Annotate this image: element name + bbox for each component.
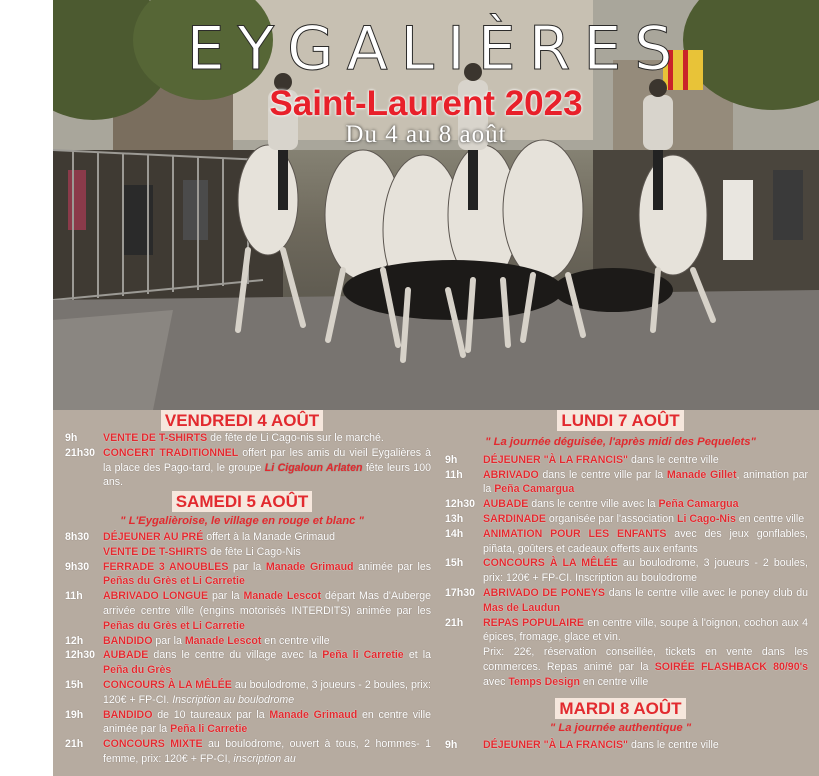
event-text: en centre ville — [579, 675, 649, 688]
event-text: dans le centre ville par la — [538, 468, 667, 481]
event-description — [103, 545, 431, 560]
event-highlight: ABRIVADO — [483, 468, 539, 481]
event-text: et la — [403, 649, 432, 662]
event-text: fête leurs 100 ans. — [103, 461, 431, 489]
event-highlight: Li Cago-Nis — [676, 512, 736, 525]
event-text: dans le centre ville — [628, 453, 719, 466]
event-time: 17h30 — [445, 586, 476, 599]
event-highlight: Peñas du Grès et Li Carretie — [103, 619, 245, 632]
event-text: Inscription au boulodrome — [172, 693, 295, 706]
tagline-monday: " La journée déguisée, l'après midi des Pequelets" — [485, 436, 756, 448]
event-highlight: Mas de Laudun — [483, 601, 561, 614]
event-highlight: ANIMATION POUR LES ENFANTS — [483, 527, 667, 540]
event-time: 8h30 — [65, 530, 90, 543]
event-time: 13h — [445, 512, 464, 525]
event-highlight: Temps Design — [508, 675, 580, 688]
event-row — [433, 645, 808, 689]
event-description — [103, 737, 431, 767]
event-description — [103, 446, 431, 490]
event-text: par la — [228, 560, 266, 573]
event-highlight: CONCOURS À LA MÊLÉE — [103, 678, 232, 691]
event-highlight: Li Cigaloun Arlaten — [264, 461, 363, 474]
event-highlight: Manade Gillet — [666, 468, 737, 481]
program-left-column — [53, 410, 431, 767]
event-highlight: Peña Camargua — [494, 483, 575, 496]
event-row — [53, 634, 431, 649]
event-text: dans le centre du village avec la — [148, 649, 323, 662]
event-row — [433, 453, 808, 468]
event-time: 12h30 — [445, 498, 476, 511]
event-time: 21h30 — [65, 446, 96, 459]
event-highlight: VENTE DE T-SHIRTS — [103, 432, 208, 444]
event-text: en centre ville, soupe à l'oignon, cochon aux 4 épices, fromage, glace et vin. — [483, 616, 808, 644]
event-text: de fête de Li Cago-nis sur le marché. — [207, 432, 384, 444]
event-highlight: BANDIDO — [103, 708, 153, 721]
event-highlight: CONCOURS À LA MÊLÉE — [483, 557, 618, 570]
event-text: en centre ville — [261, 634, 330, 647]
events-tuesday — [433, 738, 808, 753]
day-header-monday: LUNDI 7 AOÛT — [433, 410, 808, 431]
event-highlight: Peñas du Grès et Li Carretie — [103, 575, 245, 588]
event-text: avec des jeux gonflables, piñata, goûters et cadeaux offerts aux enfants — [483, 527, 809, 555]
events-friday — [53, 431, 431, 490]
event-description — [103, 431, 431, 446]
event-text: dans le centre ville avec la — [528, 498, 659, 511]
event-time: 15h — [65, 678, 84, 691]
event-time: 9h — [65, 432, 78, 444]
event-text: offert par les amis du vieil Eygalières à la place des Pago-tard, le groupe — [103, 446, 431, 474]
event-row — [53, 737, 431, 767]
event-row — [433, 556, 808, 586]
events-monday — [433, 453, 808, 690]
event-highlight: DÉJEUNER "À LA FRANCIS" — [483, 739, 629, 752]
event-row — [53, 446, 431, 490]
event-time: 21h — [445, 616, 464, 629]
event-text: départ Mas d'Auberge arrivée centre ville (engins motorisés INTERDITS) animée par les — [103, 590, 431, 617]
event-row — [53, 648, 431, 678]
event-description — [103, 708, 431, 738]
horses-photo — [53, 0, 819, 410]
day-header-friday: VENDREDI 4 AOÛT — [53, 410, 431, 431]
event-time: 9h — [445, 453, 458, 466]
event-text: animée par les — [353, 560, 432, 573]
event-text: organisée par l'association — [545, 512, 677, 525]
event-text: au boulodrome, ouvert à tous, 2 hommes- 1 femme, prix: 120€ + FP-CI, — [103, 738, 431, 765]
tagline-saturday: " L'Eygalièroise, le village en rouge et blanc " — [120, 515, 364, 528]
event-highlight: AUBADE — [103, 649, 149, 662]
event-highlight: CONCERT TRADITIONNEL — [103, 446, 239, 459]
event-description — [103, 648, 431, 678]
day-header-tuesday: MARDI 8 AOÛT — [433, 698, 808, 719]
event-highlight: FERRADE 3 ANOUBLES — [103, 560, 229, 573]
event-text: offert à la Manade Grimaud — [203, 530, 335, 543]
event-highlight: Peña li Carretie — [322, 649, 404, 662]
event-text: au boulodrome, 3 joueurs - 2 boules, prix: 120€ + FP-CI. Inscription au boulodrome — [483, 557, 808, 585]
event-row — [53, 708, 431, 738]
event-highlight: VENTE DE T-SHIRTS — [103, 545, 208, 558]
events-saturday — [53, 530, 431, 767]
event-highlight: Peña Camargua — [658, 498, 739, 511]
event-time — [433, 645, 483, 689]
event-text: par la — [208, 590, 244, 603]
event-time: 11h — [445, 468, 463, 481]
event-text: dans le centre ville — [628, 739, 719, 752]
event-row — [433, 527, 808, 557]
event-highlight: DÉJEUNER AU PRÉ — [103, 530, 204, 543]
event-text: au boulodrome, 3 joueurs - 2 boules, prix: 120€ + FP-CI. — [103, 678, 431, 706]
event-time: 12h — [65, 634, 84, 647]
event-row — [433, 468, 808, 498]
event-row — [53, 589, 431, 633]
event-row — [433, 497, 808, 512]
event-description — [103, 634, 431, 649]
event-highlight: SOIRÉE FLASHBACK 80/90's — [654, 660, 808, 673]
event-time: 12h30 — [65, 649, 96, 662]
event-highlight: BANDIDO — [103, 634, 153, 647]
event-dates: Du 4 au 8 août — [345, 121, 507, 148]
event-description — [483, 616, 808, 646]
event-highlight: CONCOURS MIXTE — [103, 738, 203, 751]
event-highlight: Manade Lescot — [243, 590, 322, 603]
event-row — [53, 431, 431, 446]
event-row — [53, 545, 431, 560]
event-text: Prix: 22€, réservation conseillée, tickets en vente dans les commerces. Repas animé par la — [483, 646, 808, 673]
event-highlight: ABRIVADO LONGUE — [103, 590, 209, 603]
day-header-saturday: SAMEDI 5 AOÛT — [53, 491, 431, 512]
event-highlight: Peña du Grès — [103, 664, 172, 677]
event-text: avec — [483, 675, 509, 688]
event-text: dans le centre ville avec le poney club du — [605, 586, 808, 599]
event-description — [483, 738, 808, 753]
event-row — [433, 738, 808, 753]
event-highlight: Manade Lescot — [184, 634, 262, 647]
event-highlight: Manade Grimaud — [269, 708, 358, 721]
event-description — [483, 453, 808, 468]
event-text: en centre ville — [735, 512, 805, 525]
event-highlight: Manade Grimaud — [265, 560, 354, 573]
event-text: de 10 taureaux par la — [152, 708, 270, 721]
event-row — [53, 678, 431, 708]
event-row — [433, 512, 808, 527]
event-row — [433, 586, 808, 616]
event-highlight: SARDINADE — [483, 512, 546, 525]
event-highlight: REPAS POPULAIRE — [483, 616, 584, 629]
event-description — [483, 586, 808, 616]
event-description — [483, 527, 808, 557]
event-description — [103, 589, 431, 633]
event-description — [103, 530, 431, 545]
event-row — [53, 530, 431, 545]
event-time: 11h — [65, 590, 83, 603]
event-time — [53, 545, 103, 560]
event-time: 14h — [445, 527, 464, 540]
event-highlight: AUBADE — [483, 498, 529, 511]
event-time: 15h — [445, 557, 464, 570]
event-text: de fête Li Cago-Nis — [207, 545, 301, 558]
event-title: Saint-Laurent 2023 — [269, 84, 583, 123]
event-description — [103, 678, 431, 708]
event-row — [53, 560, 431, 590]
event-highlight: DÉJEUNER "À LA FRANCIS" — [483, 453, 629, 466]
event-description — [483, 497, 808, 512]
event-description — [483, 556, 808, 586]
event-description — [483, 512, 808, 527]
event-description — [483, 645, 808, 689]
event-text: en centre ville animée par la — [103, 708, 431, 736]
event-highlight: ABRIVADO DE PONEYS — [483, 586, 606, 599]
tagline-tuesday: " La journée authentique " — [549, 721, 692, 734]
program-right-column — [433, 410, 808, 753]
event-text: par la — [152, 634, 185, 647]
event-text: inscription au — [233, 752, 296, 765]
town-title: EYGALIÈRES — [186, 14, 686, 84]
event-row — [433, 616, 808, 646]
event-time: 19h — [65, 708, 84, 721]
festival-poster — [53, 0, 819, 776]
event-description — [483, 468, 808, 498]
event-time: 9h30 — [65, 560, 90, 573]
event-highlight: Peña li Carretie — [170, 723, 248, 736]
event-text: , animation par la — [483, 468, 809, 496]
event-time: 9h — [445, 739, 458, 752]
event-time: 21h — [65, 738, 84, 751]
event-description — [103, 560, 431, 590]
